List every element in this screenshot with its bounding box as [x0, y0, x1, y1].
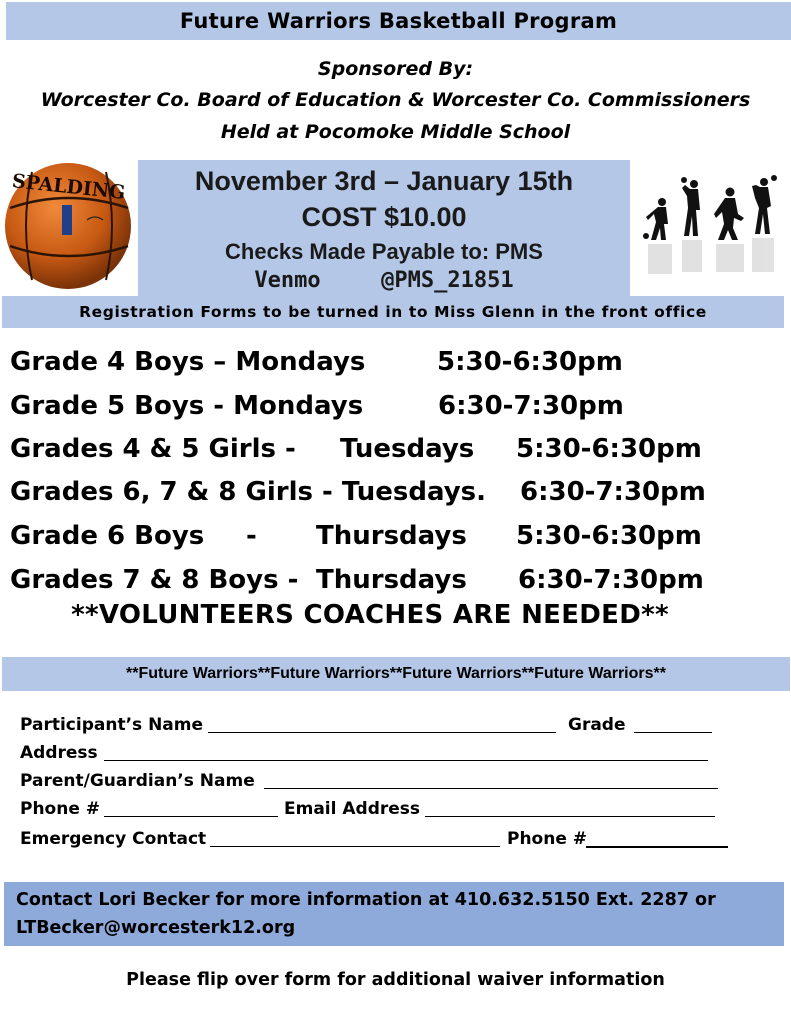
phone-label: Phone #: [20, 799, 101, 819]
basketball-icon: [2, 160, 137, 290]
emergency-phone-label: Phone #: [507, 829, 588, 849]
phone-field[interactable]: [104, 816, 278, 817]
schedule-group: Grades 6, 7 & 8 Girls - Tuesdays.: [10, 477, 487, 507]
contact-info-box: [4, 882, 784, 946]
cost-text: COST $10.00: [301, 202, 467, 232]
brand-text: SPALDING: [10, 170, 127, 204]
flip-form-note: Please flip over form for additional waiver information: [126, 970, 665, 990]
parent-guardian-field[interactable]: [264, 788, 718, 789]
emergency-phone-field[interactable]: [586, 846, 728, 848]
schedule-group: Grade 5 Boys - Mondays: [10, 391, 364, 421]
players-image: [634, 162, 786, 294]
contact-email[interactable]: LTBecker@worcesterk12.org: [16, 918, 296, 938]
address-row: [20, 740, 720, 766]
venmo-line: [138, 268, 630, 293]
schedule-dash: -: [246, 521, 257, 551]
checks-payable-text: Checks Made Payable to: PMS: [225, 239, 543, 264]
schedule-group: Grades 7 & 8 Boys -: [10, 565, 299, 595]
participant-name-field[interactable]: [208, 732, 556, 733]
email-field[interactable]: [425, 816, 715, 817]
phone-email-row: [20, 796, 730, 822]
schedule-time: 6:30-7:30pm: [520, 477, 706, 507]
emergency-contact-label: Emergency Contact: [20, 829, 207, 849]
contact-line-1: Contact Lori Becker for more information at 410.632.5150 Ext. 2287 or: [16, 890, 716, 910]
sponsored-by-label: Sponsored By:: [317, 58, 474, 80]
parent-guardian-label: Parent/Guardian’s Name: [20, 771, 255, 791]
venmo-handle: @PMS_21851: [381, 268, 514, 293]
contact-text: [16, 886, 776, 942]
sponsors-text: Worcester Co. Board of Education & Worcester Co. Commissioners: [40, 89, 751, 111]
basketball-logo: [2, 160, 137, 290]
schedule-day: Thursdays: [316, 521, 467, 551]
participant-row: [20, 712, 720, 738]
future-warriors-banner: **Future Warriors**Future Warriors**Future Warriors**Future Warriors**: [2, 657, 790, 691]
venmo-label: Venmo: [254, 268, 321, 293]
schedule-day: Thursdays: [316, 565, 467, 595]
schedule-time: 6:30-7:30pm: [438, 391, 624, 421]
schedule-time: 5:30-6:30pm: [516, 434, 702, 464]
grade-field[interactable]: [634, 732, 712, 733]
schedule-time: 6:30-7:30pm: [518, 565, 704, 595]
address-label: Address: [20, 743, 98, 763]
program-info-box: [138, 160, 630, 296]
schedule-time: 5:30-6:30pm: [516, 521, 702, 551]
basketball-players-silhouette-icon: [634, 162, 786, 294]
emergency-row: [20, 826, 735, 852]
emergency-contact-field[interactable]: [210, 846, 500, 847]
schedule-group: Grades 4 & 5 Girls -: [10, 434, 296, 464]
participant-name-label: Participant’s Name: [20, 715, 204, 735]
parent-row: [20, 768, 730, 794]
address-field[interactable]: [104, 760, 708, 761]
schedule-time: 5:30-6:30pm: [437, 347, 623, 377]
date-range: November 3rd – January 15th: [194, 166, 574, 196]
email-label: Email Address: [284, 799, 421, 819]
grade-label: Grade: [568, 715, 626, 735]
schedule-group: Grade 6 Boys: [10, 521, 205, 551]
schedule-group: Grade 4 Boys – Mondays: [10, 347, 366, 377]
schedule-day: Tuesdays: [340, 434, 475, 464]
location-text: Held at Pocomoke Middle School: [220, 121, 571, 143]
program-title: Future Warriors Basketball Program: [6, 2, 791, 40]
registration-note: Registration Forms to be turned in to Miss Glenn in the front office: [2, 296, 784, 328]
volunteers-needed: **VOLUNTEERS COACHES ARE NEEDED**: [71, 600, 669, 630]
